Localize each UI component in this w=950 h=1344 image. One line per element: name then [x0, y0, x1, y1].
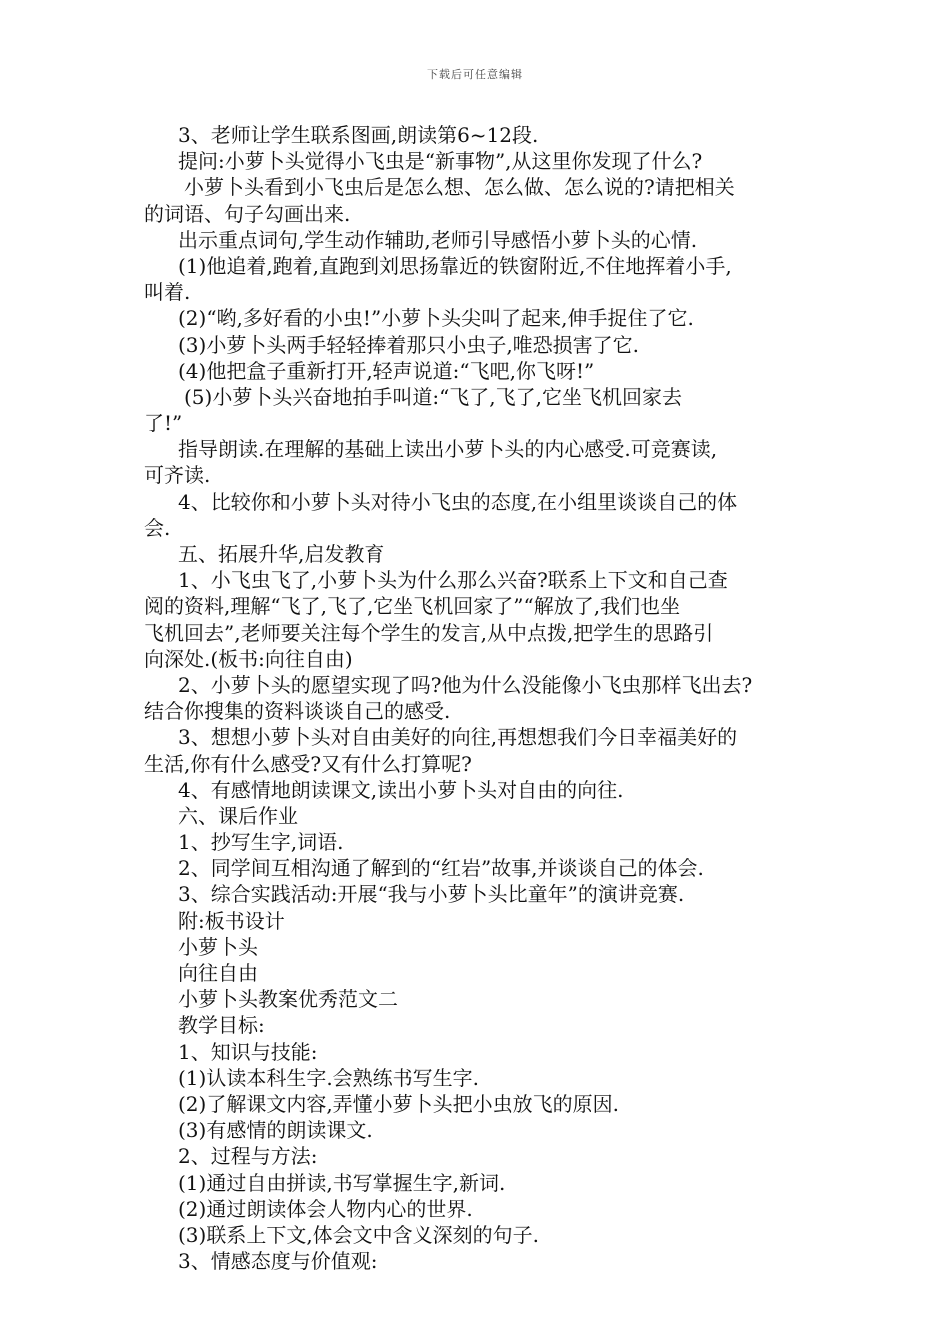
text-line: (5)小萝卜头兴奋地拍手叫道:“飞了,飞了,它坐飞机回家去 — [184, 384, 683, 409]
text-line: 生活,你有什么感受?又有什么打算呢? — [144, 751, 472, 776]
text-line: 1、知识与技能: — [178, 1039, 318, 1064]
text-line: 飞机回去”,老师要关注每个学生的发言,从中点拨,把学生的思路引 — [144, 620, 714, 645]
text-line: (3)联系上下文,体会文中含义深刻的句子. — [178, 1222, 540, 1247]
text-line: 阅的资料,理解“飞了,飞了,它坐飞机回家了”“解放了,我们也坐 — [144, 594, 681, 619]
text-line: 指导朗读.在理解的基础上读出小萝卜头的内心感受.可竞赛读, — [178, 437, 718, 462]
text-line: 2、小萝卜头的愿望实现了吗?他为什么没能像小飞虫那样飞出去? — [178, 672, 753, 697]
text-line: 提问:小萝卜头觉得小飞虫是“新事物”,从这里你发现了什么? — [178, 149, 703, 174]
document-body — [144, 122, 812, 1274]
text-line: 2、同学间互相沟通了解到的“红岩”故事,并谈谈自己的体会. — [178, 856, 704, 881]
text-line: 向往自由 — [178, 961, 258, 985]
text-line: 2、过程与方法: — [178, 1144, 318, 1169]
text-line: 1、抄写生字,词语. — [178, 830, 344, 855]
text-line: 教学目标: — [178, 1013, 265, 1038]
text-line: (2)通过朗读体会人物内心的世界. — [178, 1196, 473, 1221]
text-line: 4、有感情地朗读课文,读出小萝卜头对自由的向往. — [178, 777, 624, 802]
text-line: (3)有感情的朗读课文. — [178, 1118, 373, 1143]
text-line: 4、比较你和小萝卜头对待小飞虫的态度,在小组里谈谈自己的体 — [178, 489, 738, 514]
text-line: 3、老师让学生联系图画,朗读第6~12段. — [178, 123, 539, 147]
text-line: 1、小飞虫飞了,小萝卜头为什么那么兴奋?联系上下文和自己查 — [178, 568, 728, 593]
text-line: 向深处.(板书:向往自由) — [144, 646, 353, 671]
text-line: 的词语、句子勾画出来. — [144, 201, 351, 226]
text-line: 出示重点词句,学生动作辅助,老师引导感悟小萝卜头的心情. — [178, 227, 698, 252]
text-line: (1)认读本科生字.会熟练书写生字. — [178, 1065, 480, 1090]
text-line: 附:板书设计 — [178, 908, 285, 933]
text-line: (2)了解课文内容,弄懂小萝卜头把小虫放飞的原因. — [178, 1091, 620, 1116]
text-line: 小萝卜头 — [178, 934, 258, 959]
text-line: (2)“哟,多好看的小虫!”小萝卜头尖叫了起来,伸手捉住了它. — [178, 306, 694, 331]
text-line: 可齐读. — [144, 463, 211, 488]
text-line: 叫着. — [144, 280, 191, 305]
text-line: 3、情感态度与价值观: — [178, 1249, 378, 1274]
page-header: 下载后可任意编辑 — [427, 68, 523, 81]
text-line: (1)通过自由拼读,书写掌握生字,新词. — [178, 1170, 506, 1195]
text-line: (3)小萝卜头两手轻轻捧着那只小虫子,唯恐损害了它. — [178, 332, 640, 357]
text-line: 3、综合实践活动:开展“我与小萝卜头比童年”的演讲竞赛. — [178, 882, 685, 907]
text-line: 五、拓展升华,启发教育 — [178, 542, 385, 566]
text-line: 小萝卜头教案优秀范文二 — [178, 987, 398, 1012]
text-line: 六、课后作业 — [178, 803, 298, 828]
text-line: 会. — [144, 515, 171, 540]
text-line: (1)他追着,跑着,直跑到刘思扬靠近的铁窗附近,不住地挥着小手, — [178, 253, 732, 278]
text-line: 结合你搜集的资料谈谈自己的感受. — [144, 699, 451, 724]
text-line: (4)他把盒子重新打开,轻声说道:“飞吧,你飞呀!” — [178, 358, 595, 383]
text-line: 了!” — [144, 411, 183, 436]
text-line: 3、想想小萝卜头对自由美好的向往,再想想我们今日幸福美好的 — [178, 725, 738, 750]
text-line: 小萝卜头看到小飞虫后是怎么想、怎么做、怎么说的?请把相关 — [184, 175, 735, 200]
